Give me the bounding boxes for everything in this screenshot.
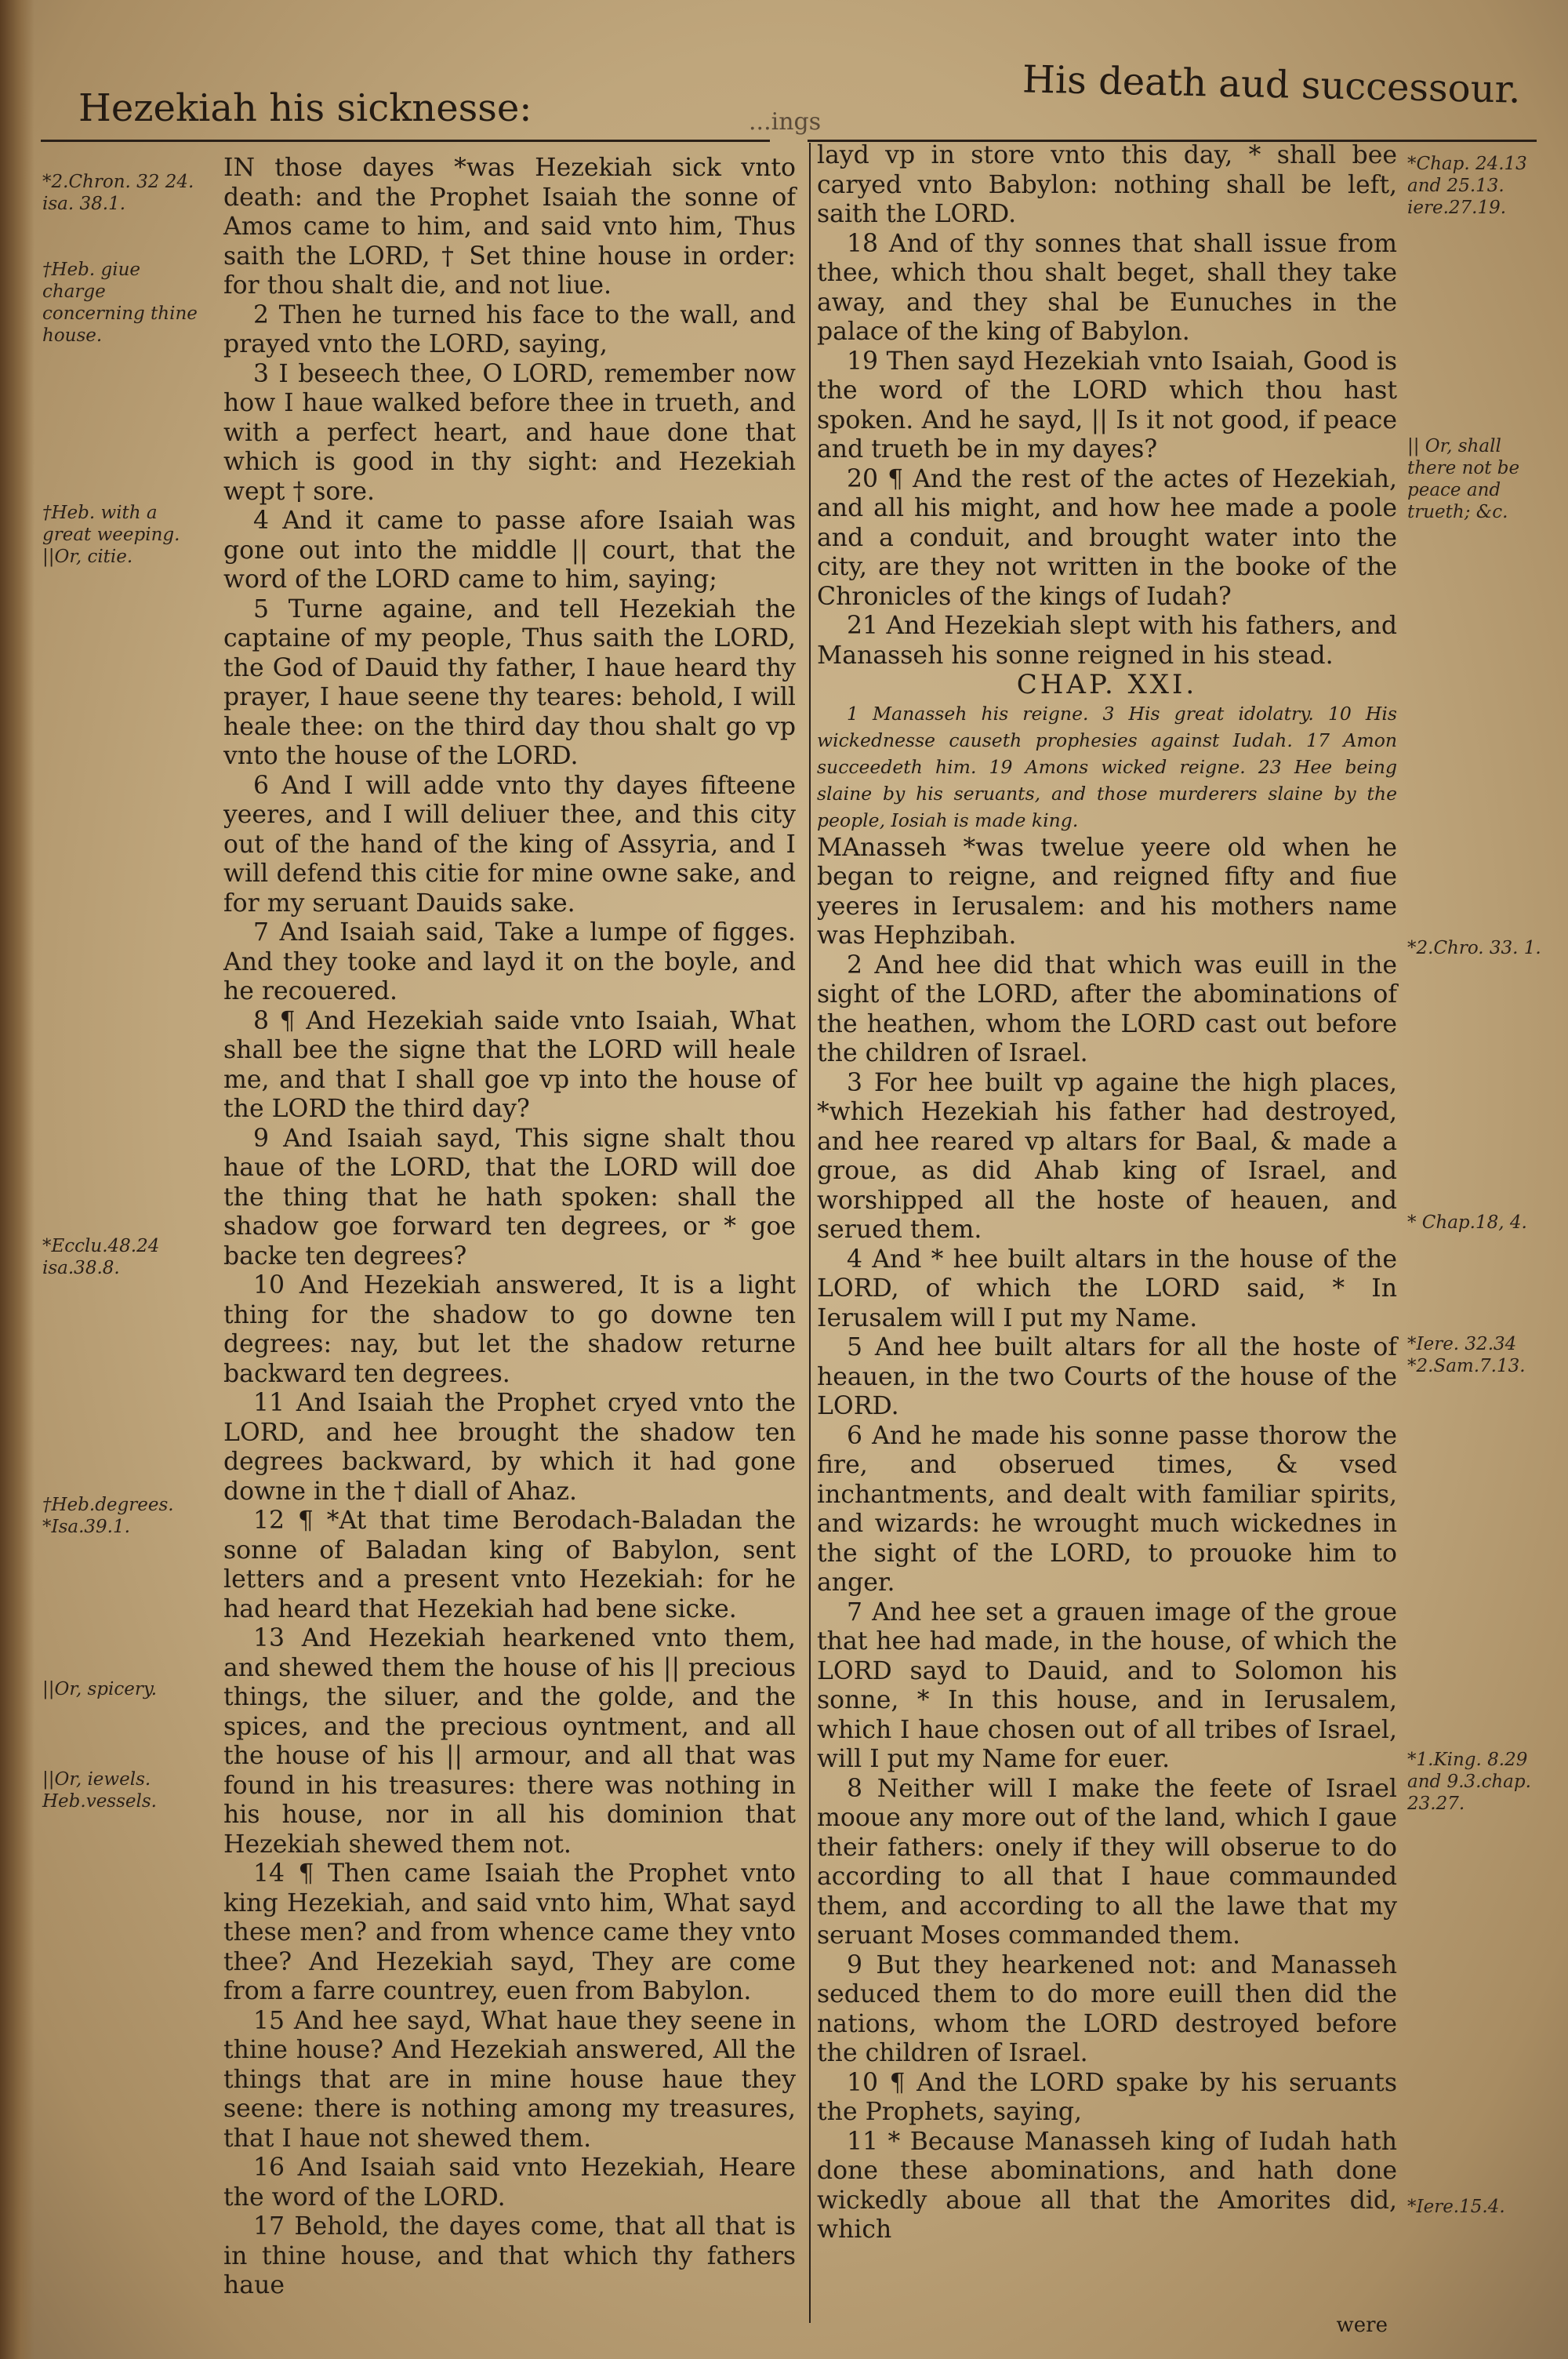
right-margin-note: *Iere. 32.34 *2.Sam.7.13. xyxy=(1407,1334,1526,1376)
running-head-left: Hezekiah his sicknesse: xyxy=(78,86,532,130)
verse: layd vp in store vnto this day, * shall bee caryed vnto Babylon: nothing shall be left, saith the LORD. xyxy=(817,141,1397,228)
left-margin-note: *2.Chron. 32 24. isa. 38.1. xyxy=(42,172,194,214)
verse: 4 And it came to passe afore Isaiah was gone out into the middle || court, that the word of the LORD came to him, saying; xyxy=(223,507,796,594)
verse: 17 Behold, the dayes come, that all that is in thine house, and that which thy fathers haue xyxy=(223,2212,796,2299)
verse: 7 And hee set a grauen image of the groue that hee had made, in the house, of which the LORD sayd to Dauid, and to Solomon his sonne, * In this house, and in Ierusalem, which I haue chosen out of all tribes of Israel, will I put my Name for euer. xyxy=(817,1598,1397,1773)
verse: 11 * Because Manasseh king of Iudah hath done these abominations, and hath done wickedly aboue all that the Amorites did, which xyxy=(817,2127,1397,2244)
verse: 15 And hee sayd, What haue they seene in thine house? And Hezekiah answered, All the things that are in mine house haue they seene: there is nothing among my treasures, that I haue not shewed them. xyxy=(223,2006,796,2153)
verse: 5 And hee built altars for all the hoste of heauen, in the two Courts of the house of the LORD. xyxy=(817,1333,1397,1420)
left-margin-note: ||Or, spicery. xyxy=(42,1679,158,1699)
right-margin-note: *2.Chro. 33. 1. xyxy=(1407,938,1541,958)
verse: 13 And Hezekiah hearkened vnto them, and shewed them the house of his || precious things, the siluer, and the golde, and the spices, and the precious oyntment, and all the house of his || armour, and all that was found in his treasures: there was nothing in his house, nor in all his dominion that Hezekiah shewed them not. xyxy=(223,1624,796,1859)
verse: 8 Neither will I make the feete of Israel mooue any more out of the land, which I gaue their fathers: onely if they will obserue to do according to all that I haue commaunded them, and according to all the lawe that my seruant Moses commanded them. xyxy=(817,1774,1397,1950)
verse: 11 And Isaiah the Prophet cryed vnto the LORD, and hee brought the shadow ten degrees backward, by which it had gone downe in the † diall of Ahaz. xyxy=(223,1389,796,1506)
left-margin-note: †Heb. giue charge concerning thine house. xyxy=(42,260,198,346)
verse: 3 I beseech thee, O LORD, remember now how I haue walked before thee in trueth, and with a perfect heart, and haue done that which is good in thy sight: and Hezekiah wept † sore. xyxy=(223,359,796,506)
right-margin-note: *1.King. 8.29 and 9.3.chap. 23.27. xyxy=(1407,1750,1531,1814)
verse: 6 And he made his sonne passe thorow the fire, and obserued times, & vsed inchantments, and dealt with familiar spirits, and wizards: he wrought much wickednes in the sight of the LORD, to prouoke him to anger. xyxy=(817,1421,1397,1597)
header-rule-left xyxy=(41,140,770,142)
verse: 21 And Hezekiah slept with his fathers, and Manasseh his sonne reigned in his stead. xyxy=(817,612,1397,670)
right-margin-note: * Chap.18, 4. xyxy=(1407,1212,1527,1233)
right-margin-note: *Iere.15.4. xyxy=(1407,2197,1505,2217)
right-text-column xyxy=(817,141,1397,2245)
left-margin-note: †Heb.degrees. *Isa.39.1. xyxy=(42,1495,174,1537)
verse: 7 And Isaiah said, Take a lumpe of figges. And they tooke and layd it on the boyle, and he recouered. xyxy=(223,918,796,1005)
verse: 16 And Isaiah said vnto Hezekiah, Heare the word of the LORD. xyxy=(223,2154,796,2212)
chapter-title: CHAP. XXI. xyxy=(1016,669,1198,700)
verse: 14 ¶ Then came Isaiah the Prophet vnto king Hezekiah, and said vnto him, What sayd these men? and from whence came they vnto thee? And Hezekiah sayd, They are come from a farre countrey, euen from Babylon. xyxy=(223,1859,796,2005)
verse: 20 ¶ And the rest of the actes of Hezekiah, and all his might, and how hee made a poole and a conduit, and brought water into the city, are they not written in the booke of the Chronicles of the kings of Iudah? xyxy=(817,464,1397,611)
left-margin-note: †Heb. with a great weeping. ||Or, citie. xyxy=(42,503,180,567)
verse: 12 ¶ *At that time Berodach-Baladan the sonne of Baladan king of Babylon, sent letters and a present vnto Hezekiah: for he had heard that Hezekiah had bene sicke. xyxy=(223,1507,796,1623)
catchword: were xyxy=(1336,2314,1388,2337)
verse: 9 But they hearkened not: and Manasseh seduced them to do more euill then did the nations, whom the LORD destroyed before the children of Israel. xyxy=(817,1950,1397,2067)
left-margin-note: ||Or, iewels. Heb.vessels. xyxy=(42,1769,157,1812)
chapter-summary: 1 Manasseh his reigne. 3 His great idolatry. 10 His wickednesse causeth prophesies against Iudah. 17 Amon succeedeth him. 19 Amons wicked reigne. 23 Hee being slaine by his seruants, and those murderers slaine by the people, Iosiah is made king. xyxy=(817,702,1397,831)
column-divider xyxy=(809,143,811,2323)
right-margin-note: || Or, shall there not be peace and trueth; &c. xyxy=(1407,436,1520,522)
running-head-middle: ...ings xyxy=(749,108,822,136)
verse: 9 And Isaiah sayd, This signe shalt thou haue of the LORD, that the LORD will doe the thing that he hath spoken: shall the shadow goe forward ten degrees, or * goe backe ten degrees? xyxy=(223,1124,796,1270)
verse: 19 Then sayd Hezekiah vnto Isaiah, Good is the word of the LORD which thou hast spoken. And he sayd, || Is it not good, if peace and trueth be in my dayes? xyxy=(817,347,1397,463)
verse: MAnasseh *was twelue yeere old when he began to reigne, and reigned fifty and fiue yeeres in Ierusalem: and his mothers name was Hephzibah. xyxy=(817,833,1397,950)
verse: 4 And * hee built altars in the house of the LORD, of which the LORD said, * In Ierusalem will I put my Name. xyxy=(817,1245,1397,1332)
left-text-column xyxy=(223,154,796,2301)
verse: IN those dayes *was Hezekiah sick vnto death: and the Prophet Isaiah the sonne of Amos came to him, and said vnto him, Thus saith the LORD, † Set thine house in order: for thou shalt die, and not liue. xyxy=(223,154,796,300)
verse: 10 And Hezekiah answered, It is a light thing for the shadow to go downe ten degrees: nay, but let the shadow returne backward ten degrees. xyxy=(223,1271,796,1388)
verse: 3 For hee built vp againe the high places, *which Hezekiah his father had destroyed, and hee reared vp altars for Baal, & made a groue, as did Ahab king of Israel, and worshipped all the hoste of heauen, and serued them. xyxy=(817,1068,1397,1244)
right-margin-note: *Chap. 24.13 and 25.13. iere.27.19. xyxy=(1407,154,1527,218)
running-head-right: His death aud successour. xyxy=(1022,57,1522,112)
verse: 2 And hee did that which was euill in the sight of the LORD, after the abominations of the heathen, whom the LORD cast out before the children of Israel. xyxy=(817,951,1397,1067)
verse: 5 Turne againe, and tell Hezekiah the captaine of my people, Thus saith the LORD, the God of Dauid thy father, I haue heard thy prayer, I haue seene thy teares: behold, I will heale thee: on the third day thou shalt go vp vnto the house of the LORD. xyxy=(223,594,796,770)
verse: 2 Then he turned his face to the wall, and prayed vnto the LORD, saying, xyxy=(223,300,796,358)
verse: 18 And of thy sonnes that shall issue from thee, which thou shalt beget, shall they take away, and they shal be Eunuches in the palace of the king of Babylon. xyxy=(817,229,1397,346)
verse: 10 ¶ And the LORD spake by his seruants the Prophets, saying, xyxy=(817,2068,1397,2126)
left-margin-note: *Ecclu.48.24 isa.38.8. xyxy=(42,1236,160,1278)
verse: 8 ¶ And Hezekiah saide vnto Isaiah, What shall bee the signe that the LORD will heale me, and that I shall goe vp into the house of the LORD the third day? xyxy=(223,1006,796,1123)
verse: 6 And I will adde vnto thy dayes fifteene yeeres, and I will deliuer thee, and this city out of the hand of the king of Assyria, and I will defend this citie for mine owne sake, and for my seruant Dauids sake. xyxy=(223,771,796,918)
